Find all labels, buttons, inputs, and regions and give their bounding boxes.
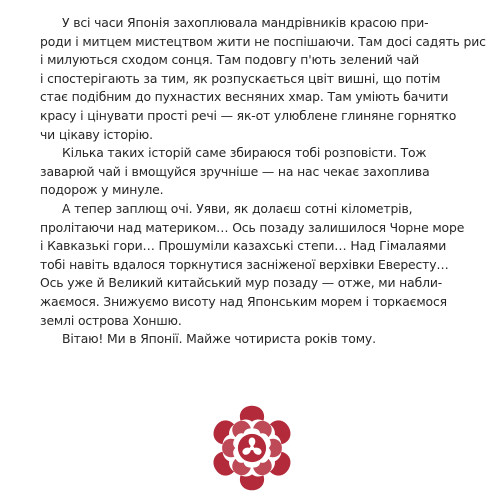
paragraph-3 xyxy=(40,200,465,330)
sakura-crest-icon xyxy=(208,404,296,492)
paragraph-line: стає подібним до пухнастих весняних хмар. Там уміють бачити xyxy=(40,89,449,105)
paragraph-line: подорож у минуле. xyxy=(40,182,164,198)
paragraph-line: пролітаючи над материком… Ось позаду залишилося Чорне море xyxy=(40,219,465,235)
paragraph-line: і спостерігають за тим, як розпускається цвіт вишні, що потім xyxy=(40,70,441,86)
paragraph-line: і милуються сходом сонця. Там подовгу п'ють зелений чай xyxy=(40,52,419,68)
paragraph-line: У всі часи Японія захоплювала мандрівників красою при- xyxy=(62,15,429,30)
paragraph-line: жаємося. Знижуємо висоту над Японським морем і торкаємося xyxy=(40,293,447,309)
paragraph-1 xyxy=(40,14,486,144)
paragraph-line: тобі навіть вдалося торкнутися засніженої верхівки Евересту… xyxy=(40,256,449,272)
paragraph-line: А тепер заплющ очі. Уяви, як долаєш сотні кілометрів, xyxy=(62,200,413,216)
paragraph-line: Кілька таких історій саме збираюся тобі розповісти. Тож xyxy=(62,145,427,161)
crest-center xyxy=(238,434,266,462)
paragraph-2 xyxy=(40,144,460,200)
paragraph-line: Ось уже й Великий китайський мур позаду — отже, ми набли- xyxy=(40,275,443,291)
paragraph-line: чи цікаву історію. xyxy=(40,126,153,142)
paragraph-line: Вітаю! Ми в Японії. Майже чотириста років тому. xyxy=(62,331,376,347)
paragraph-line: землі острова Хоншю. xyxy=(40,312,182,328)
paragraph-line: роди і митцем мистецтвом жити не поспішаючи. Там досі садять рис xyxy=(40,33,486,49)
paragraph-line: красу і цінувати прості речі — як-от улюблене глиняне горнятко xyxy=(40,107,457,123)
paragraph-4 xyxy=(40,330,460,349)
paragraph-line: заварюй чай і вмощуйся зручніше — на нас чекає захоплива xyxy=(40,163,430,179)
body-text xyxy=(40,14,486,349)
paragraph-line: і Кавказькі гори… Прошуміли казахські степи… Над Гімалаями xyxy=(40,238,447,254)
